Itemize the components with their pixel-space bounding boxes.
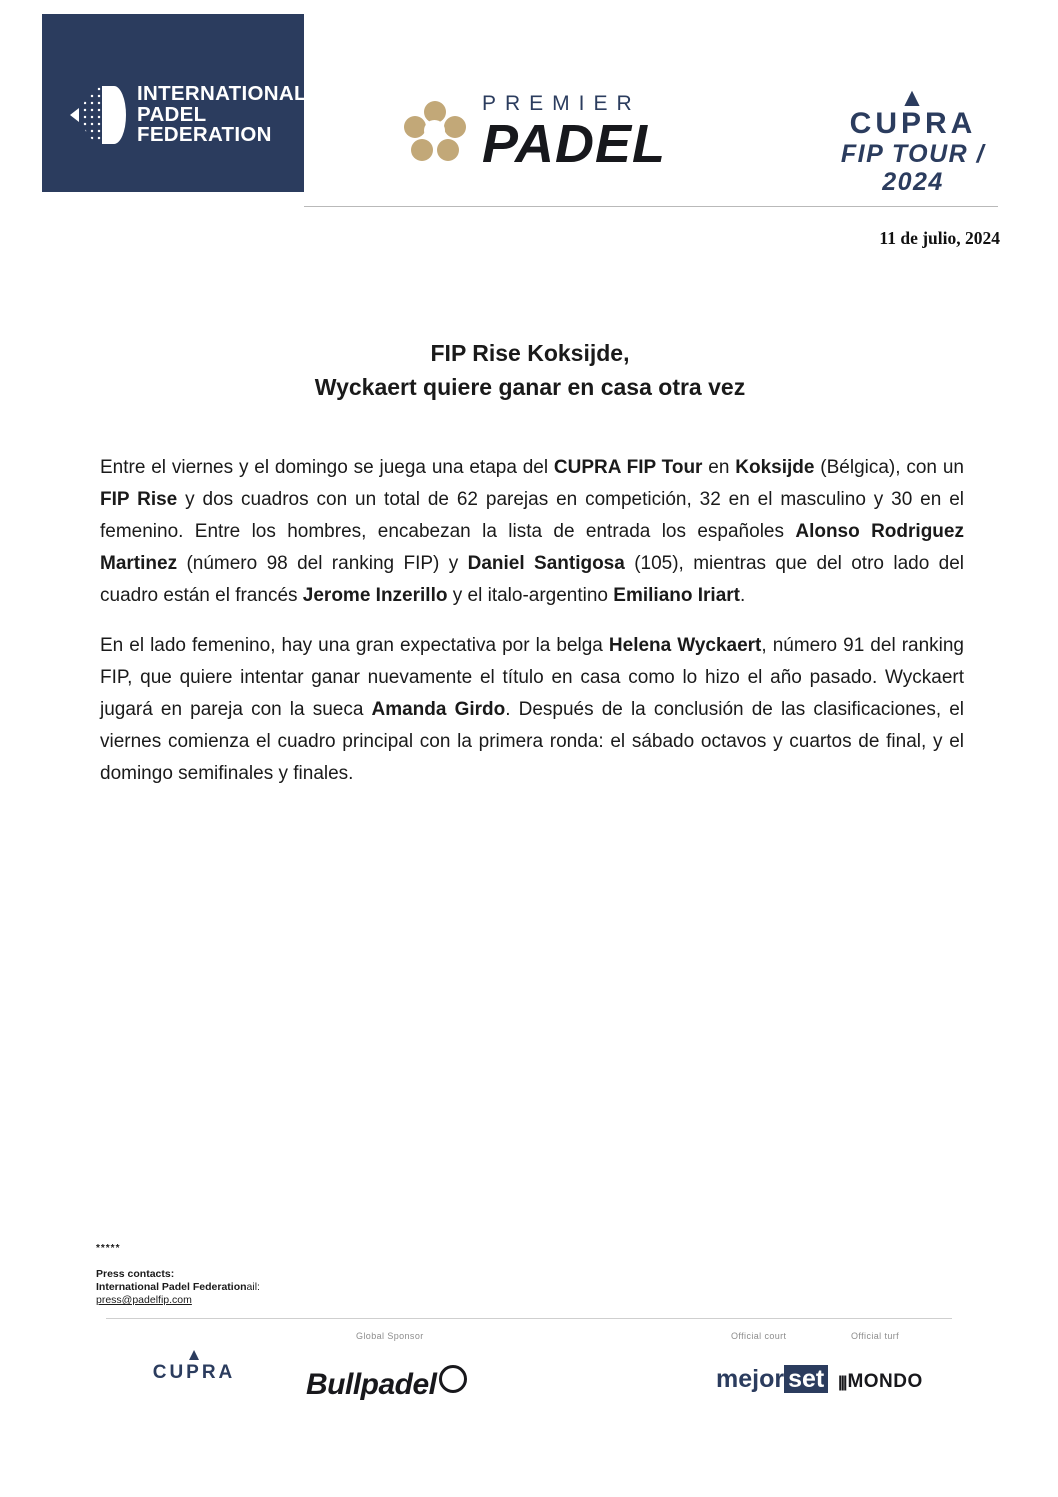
cupra-emblem-icon-footer: ▲ — [185, 1345, 203, 1364]
premier-label: PREMIER — [482, 92, 641, 115]
title-line-2: Wyckaert quiere ganar en casa otra vez — [314, 374, 746, 400]
sponsor-cupra-logo — [134, 1347, 254, 1384]
sponsor-mejorset-logo — [716, 1365, 828, 1394]
paragraph — [100, 452, 964, 612]
press-org: International Padel Federation — [96, 1281, 247, 1293]
ipf-logo-text — [137, 84, 307, 146]
emphasis-text: Amanda Girdo — [371, 699, 506, 720]
global-sponsor-label: Global Sponsor — [356, 1331, 424, 1341]
sponsor-set-label: set — [784, 1365, 828, 1393]
press-email-link[interactable]: press@padelfip.com — [96, 1294, 192, 1306]
cupra-fip-tour-logo — [828, 82, 998, 196]
paragraph — [100, 630, 964, 790]
document-body — [100, 452, 964, 808]
emphasis-text: Helena Wyckaert — [608, 635, 762, 656]
sponsor-bullpadel-logo — [306, 1365, 467, 1402]
sponsors-bar — [106, 1325, 952, 1417]
emphasis-text: FIP Rise — [100, 489, 178, 510]
body-text-run: y el italo-argentino — [447, 585, 614, 606]
bullpadel-ring-icon — [439, 1365, 467, 1393]
emphasis-text: Emiliano Iriart — [613, 585, 740, 606]
padel-label: PADEL — [482, 114, 667, 174]
body-text-run: . Después de la conclusión de las clasificaciones, el viernes comienza el cuadro principal con la primera ronda: el sábado octavos y cuartos de final, y el domingo semifinales y finales. — [100, 699, 965, 784]
fip-tour-label: FIP TOUR / 2024 — [840, 140, 986, 196]
document-date: 11 de julio, 2024 — [879, 228, 1000, 248]
ipf-line-1: INTERNATIONAL — [137, 82, 307, 106]
sponsor-mondo-label: MONDO — [847, 1371, 923, 1392]
sponsor-mejor-label: mejor — [716, 1365, 785, 1393]
sponsor-cupra-label: CUPRA — [152, 1362, 236, 1383]
body-text-run: (Bélgica), con un — [814, 457, 964, 478]
emphasis-text: Alonso Rodriguez Martinez — [100, 521, 964, 574]
flower-icon — [404, 101, 466, 163]
press-contacts-label: Press contacts: — [96, 1268, 175, 1280]
body-text-run: Entre el viernes y el domingo se juega una etapa del — [100, 457, 554, 478]
premier-padel-logo — [404, 92, 666, 172]
emphasis-text: Koksijde — [735, 457, 815, 478]
sponsor-bullpadel-label: Bullpadel — [306, 1368, 437, 1401]
emphasis-text: Daniel Santigosa — [467, 553, 625, 574]
body-text-run: (105), mientras que del otro lado del cuadro están el francés — [100, 553, 964, 606]
cupra-label: CUPRA — [849, 107, 977, 140]
ipf-line-3: FEDERATION — [137, 123, 272, 147]
ipf-logo — [70, 84, 307, 146]
official-turf-label: Official turf — [851, 1331, 900, 1341]
press-org-line — [96, 1281, 260, 1294]
footer-divider — [106, 1318, 952, 1319]
body-text-run: y dos cuadros con un total de 62 parejas en competición, 32 en el masculino y 30 en el femenino. Entre los hombres, encabezan la lista de entrada los españoles — [100, 489, 964, 542]
body-text-run: en — [702, 457, 736, 478]
official-court-label: Official court — [731, 1331, 787, 1341]
body-text-run: , número 91 del ranking FIP, que quiere intentar ganar nuevamente el título en casa como lo hizo el año pasado. Wyckaert jugará en pareja con la sueca — [100, 635, 965, 720]
press-mail-label: ail: — [246, 1281, 260, 1293]
emphasis-text: CUPRA FIP Tour — [553, 457, 703, 478]
body-text-run: En el lado femenino, hay una gran expectativa por la belga — [100, 635, 609, 656]
document-header — [0, 14, 1058, 194]
page-title — [100, 336, 960, 404]
mondo-bars-icon: ||| — [838, 1374, 846, 1391]
title-line-1: FIP Rise Koksijde, — [430, 340, 630, 366]
header-divider — [304, 206, 998, 207]
padel-ball-icon — [70, 84, 128, 146]
body-text-run: (número 98 del ranking FIP) y — [177, 553, 468, 574]
cupra-emblem-icon: ▲ — [899, 82, 927, 112]
footer-stars: ***** — [96, 1243, 121, 1254]
press-contacts — [96, 1268, 260, 1307]
ipf-line-2: PADEL — [137, 102, 207, 126]
sponsor-mondo-logo — [838, 1371, 923, 1393]
body-text-run: . — [740, 585, 746, 606]
emphasis-text: Jerome Inzerillo — [302, 585, 448, 606]
